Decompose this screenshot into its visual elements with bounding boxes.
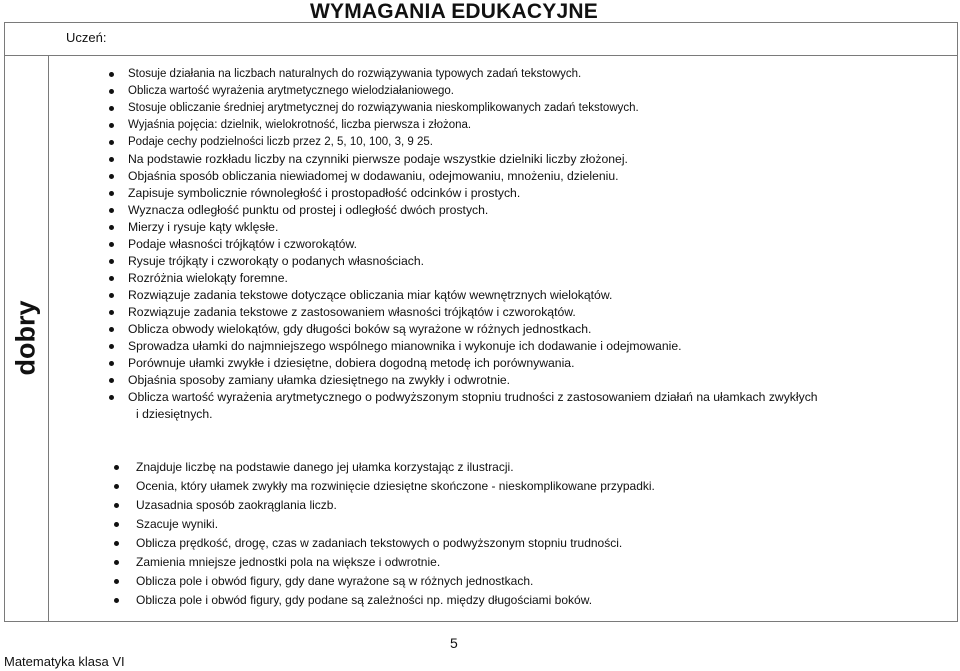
list-item: Szacuje wyniki. (136, 515, 655, 534)
list-item: Zapisuje symbolicznie równoległość i prostopadłość odcinków i prostych. (128, 185, 868, 202)
page-title: WYMAGANIA EDUKACYJNE (310, 0, 598, 23)
footer-course: Matematyka klasa VI (4, 654, 125, 669)
table-divider-vertical (48, 55, 49, 622)
list-item: Oblicza prędkość, drogę, czas w zadaniach tekstowych o podwyższonym stopniu trudności. (136, 534, 655, 553)
list-item: Znajduje liczbę na podstawie danego jej ułamka korzystając z ilustracji. (136, 458, 655, 477)
list-item: Podaje własności trójkątów i czworokątów. (128, 236, 868, 253)
list-item: Rozwiązuje zadania tekstowe z zastosowaniem własności trójkątów i czworokątów. (128, 304, 868, 321)
list-item: Sprowadza ułamki do najmniejszego wspólnego mianownika i wykonuje ich dodawanie i odejmowanie. (128, 338, 868, 355)
page-number: 5 (450, 635, 458, 651)
list-item: Stosuje obliczanie średniej arytmetycznej do rozwiązywania nieskomplikowanych zadań tekstowych. (128, 100, 868, 117)
list-item-line: i dziesiętnych. (136, 407, 213, 421)
list-item: Oblicza obwody wielokątów, gdy długości boków są wyrażone w różnych jednostkach. (128, 321, 868, 338)
requirements-extra-list (136, 458, 655, 610)
list-item-line: Oblicza wartość wyrażenia arytmetycznego o podwyższonym stopniu trudności z zastosowaniem działań na ułamkach zwykłych (128, 390, 818, 404)
list-item: Oblicza pole i obwód figury, gdy dane wyrażone są w różnych jednostkach. (136, 572, 655, 591)
list-item: Wyznacza odległość punktu od prostej i odległość dwóch prostych. (128, 202, 868, 219)
list-item: Stosuje działania na liczbach naturalnych do rozwiązywania typowych zadań tekstowych. (128, 66, 868, 83)
list-item: Oblicza pole i obwód figury, gdy podane są zależności np. między długościami boków. (136, 591, 655, 610)
table-divider-horizontal (4, 55, 958, 56)
list-item: Na podstawie rozkładu liczby na czynniki pierwsze podaje wszystkie dzielniki liczby złożonej. (128, 151, 868, 168)
list-item: Podaje cechy podzielności liczb przez 2, 5, 10, 100, 3, 9 25. (128, 134, 868, 151)
list-item: Oblicza wartość wyrażenia arytmetycznego wielodziałaniowego. (128, 83, 868, 100)
list-item: Porównuje ułamki zwykłe i dziesiętne, dobiera dogodną metodę ich porównywania. (128, 355, 868, 372)
list-item: Zamienia mniejsze jednostki pola na większe i odwrotnie. (136, 553, 655, 572)
student-label: Uczeń: (66, 30, 107, 45)
requirements-list (128, 66, 868, 423)
list-item: Objaśnia sposób obliczania niewiadomej w dodawaniu, odejmowaniu, mnożeniu, dzieleniu. (128, 168, 868, 185)
list-item: Rozwiązuje zadania tekstowe dotyczące obliczania miar kątów wewnętrznych wielokątów. (128, 287, 868, 304)
list-item: Rozróżnia wielokąty foremne. (128, 270, 868, 287)
list-item: Uzasadnia sposób zaokrąglania liczb. (136, 496, 655, 515)
list-item: Ocenia, który ułamek zwykły ma rozwinięcie dziesiętne skończone - nieskomplikowane przypadki. (136, 477, 655, 496)
list-item: Mierzy i rysuje kąty wklęsłe. (128, 219, 868, 236)
list-item: Rysuje trójkąty i czworokąty o podanych własnościach. (128, 253, 868, 270)
list-item: Objaśnia sposoby zamiany ułamka dziesiętnego na zwykły i odwrotnie. (128, 372, 868, 389)
list-item (128, 389, 868, 423)
list-item: Wyjaśnia pojęcia: dzielnik, wielokrotność, liczba pierwsza i złożona. (128, 117, 868, 134)
grade-label: dobry (10, 300, 41, 376)
